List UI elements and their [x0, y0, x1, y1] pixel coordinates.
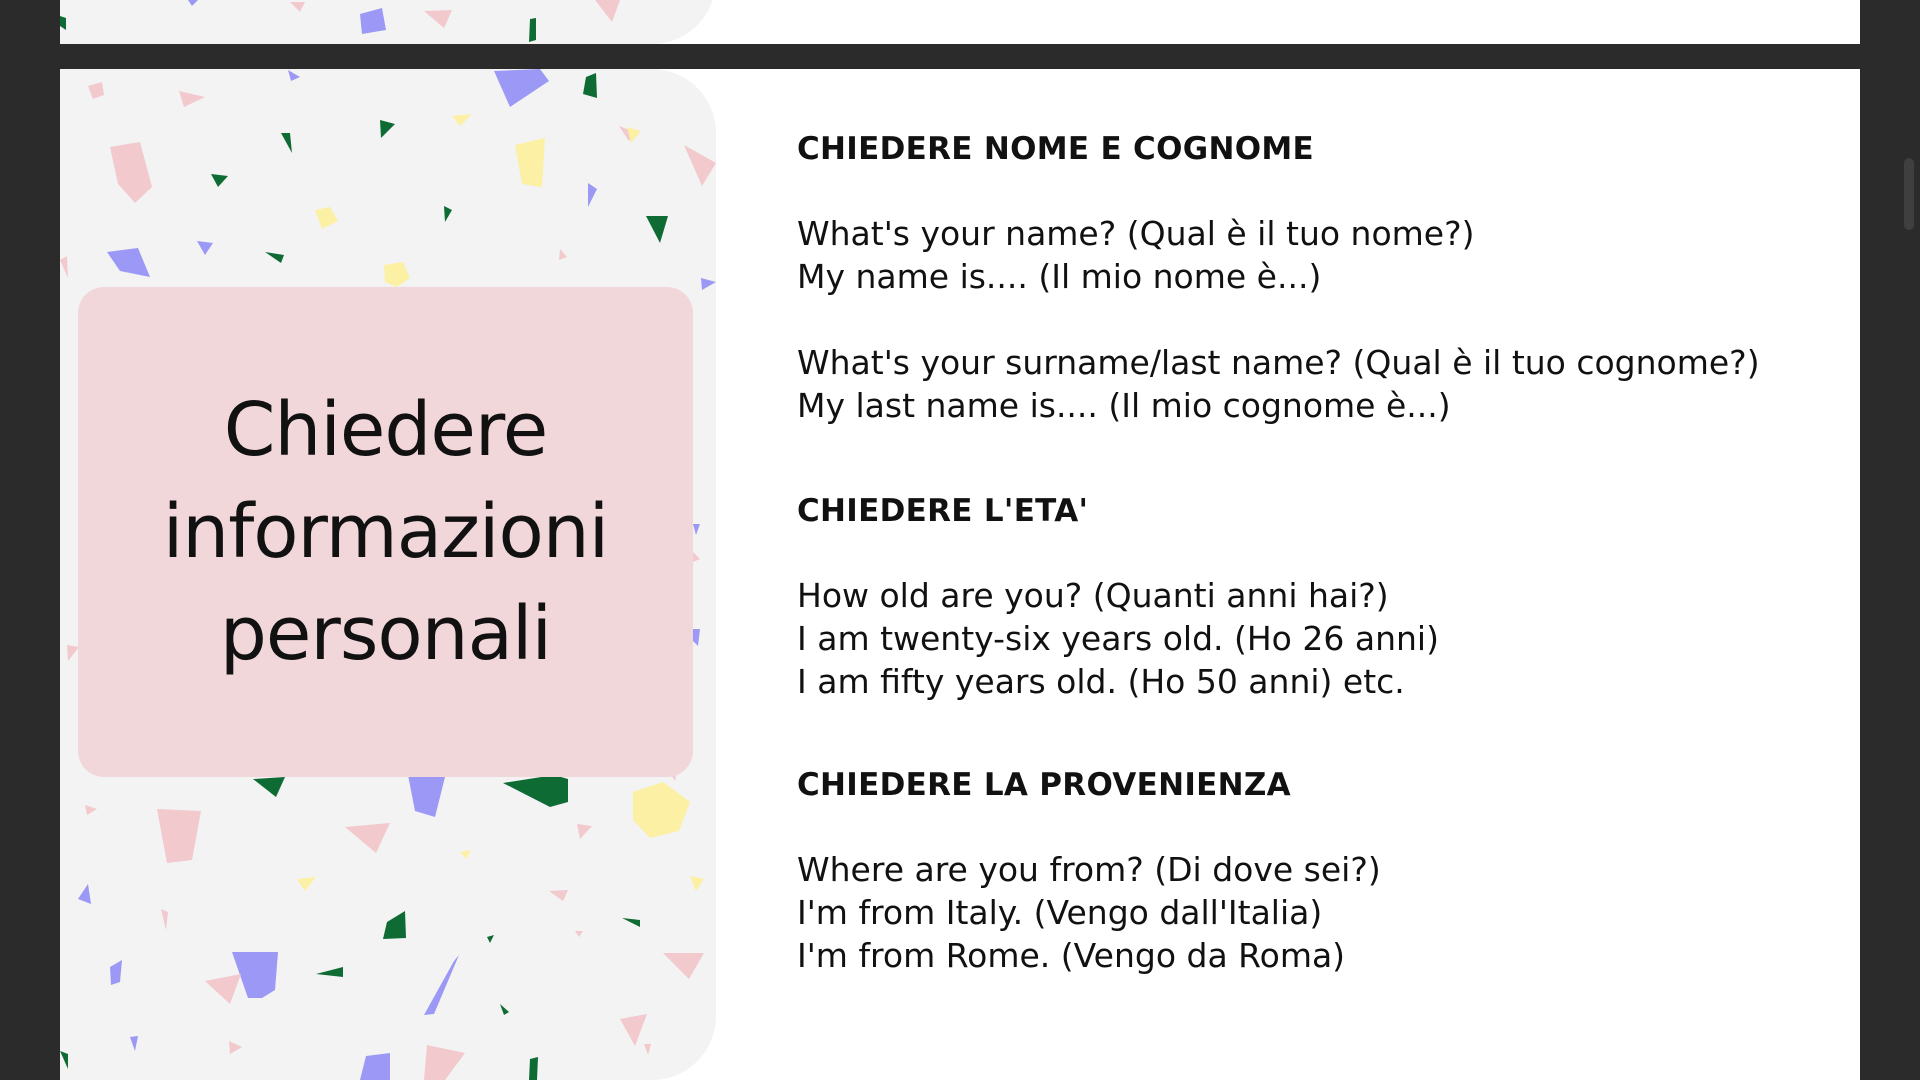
previous-page-confetti-panel: [60, 0, 716, 44]
vertical-scrollbar[interactable]: [1900, 0, 1920, 1080]
title-line: informazioni: [162, 489, 609, 575]
phrase-line: I am fifty years old. (Ho 50 anni) etc.: [797, 662, 1405, 701]
current-page: [60, 69, 1860, 1080]
scrollbar-thumb[interactable]: [1904, 158, 1914, 230]
confetti-decoration: [60, 0, 716, 44]
phrase-line: Where are you from? (Di dove sei?): [797, 850, 1381, 889]
previous-page: [60, 0, 1860, 44]
title-card: [78, 287, 693, 777]
phrase-line: What's your surname/last name? (Qual è il tuo cognome?): [797, 343, 1760, 382]
title-line: personali: [219, 591, 552, 677]
section-heading: CHIEDERE LA PROVENIENZA: [797, 767, 1291, 803]
section-heading: CHIEDERE L'ETA': [797, 493, 1089, 529]
phrase-line: How old are you? (Quanti anni hai?): [797, 576, 1389, 615]
title-line: Chiedere: [223, 387, 548, 473]
phrase-line: What's your name? (Qual è il tuo nome?): [797, 214, 1475, 253]
left-decorative-panel: [60, 69, 716, 1080]
phrase-line: I'm from Italy. (Vengo dall'Italia): [797, 893, 1323, 932]
phrase-line: I'm from Rome. (Vengo da Roma): [797, 936, 1346, 975]
section-heading: CHIEDERE NOME E COGNOME: [797, 131, 1315, 167]
phrase-list: [797, 129, 1837, 977]
document-title: [163, 379, 608, 685]
phrase-line: My last name is.... (Il mio cognome è...): [797, 386, 1451, 425]
phrase-line: I am twenty-six years old. (Ho 26 anni): [797, 619, 1439, 658]
phrase-line: My name is.... (Il mio nome è...): [797, 257, 1322, 296]
